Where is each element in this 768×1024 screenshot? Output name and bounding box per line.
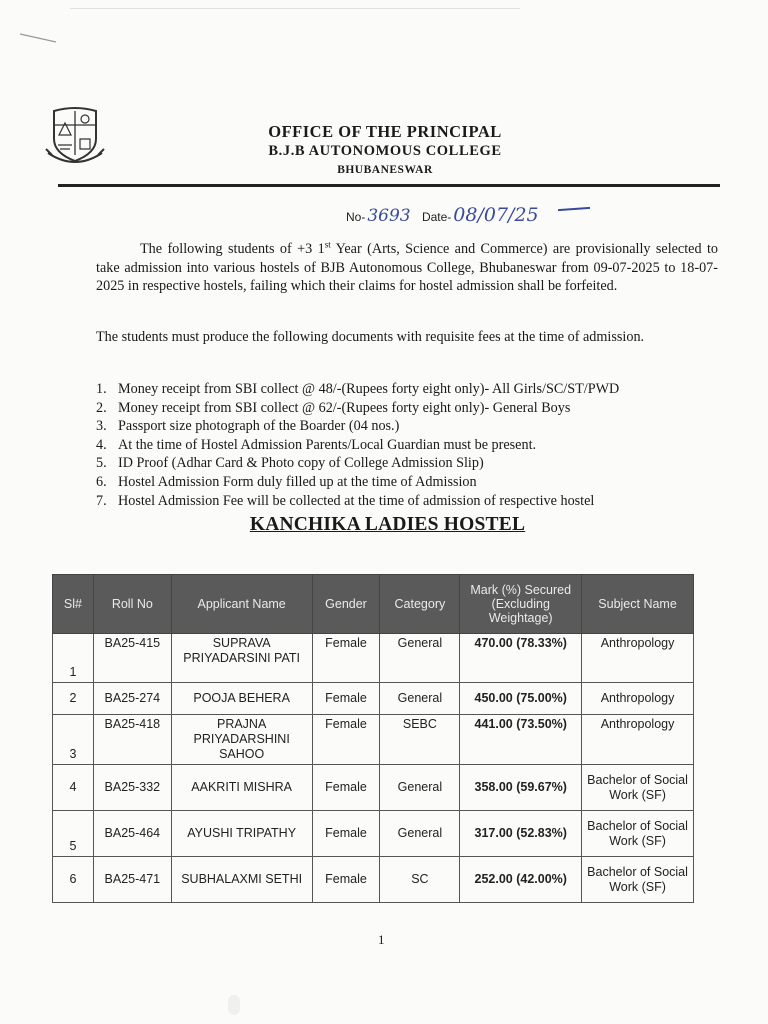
cell-sl: 2 xyxy=(53,683,94,715)
scan-mark xyxy=(18,30,58,44)
intro-superscript: st xyxy=(324,239,331,250)
reference-line xyxy=(346,204,539,226)
list-item-text: ID Proof (Adhar Card & Photo copy of College Admission Slip) xyxy=(118,455,484,472)
header-rule xyxy=(58,184,720,187)
office-title: OFFICE OF THE PRINCIPAL xyxy=(268,122,502,141)
college-name: B.J.B AUTONOMOUS COLLEGE xyxy=(268,143,502,159)
cell-gender: Female xyxy=(312,857,380,903)
cell-sl: 5 xyxy=(53,811,94,857)
list-item-text: Hostel Admission Fee will be collected at the time of admission of respective hostel xyxy=(118,492,595,509)
intro-text-b: Year (Arts, Science and Commerce) are provisionally selected to take admission into various hostels of BJB Autonomous College, Bhubaneswar from 09-07-2025 to 18-07-2025 in respective hostels, failing which their claims for hostel admission shall be forfeited. xyxy=(96,241,718,295)
reference-no-value: 3693 xyxy=(367,206,411,226)
list-item-number: 6. xyxy=(96,473,107,490)
cell-sl: 3 xyxy=(53,715,94,765)
list-item-number: 5. xyxy=(96,455,107,472)
hostel-title: KANCHIKA LADIES HOSTEL xyxy=(249,514,526,535)
cell-subject: Anthropology xyxy=(582,715,694,765)
table-row xyxy=(53,857,694,903)
list-item-text: Money receipt from SBI collect @ 62/-(Rupees forty eight only)- General Boys xyxy=(118,399,571,416)
cell-sl: 4 xyxy=(53,765,94,811)
cell-subject: Bachelor of Social Work (SF) xyxy=(582,765,694,811)
list-item xyxy=(96,454,736,473)
col-gender: Gender xyxy=(312,575,380,634)
col-subject: Subject Name xyxy=(582,575,694,634)
reference-date-value: 08/07/25 xyxy=(453,204,539,226)
cell-mark: 470.00 (78.33%) xyxy=(460,634,582,683)
cell-roll: BA25-471 xyxy=(93,857,171,903)
cell-roll: BA25-332 xyxy=(93,765,171,811)
list-item xyxy=(96,417,736,436)
cell-category: SEBC xyxy=(380,715,460,765)
cell-gender: Female xyxy=(312,715,380,765)
col-roll-no: Roll No xyxy=(93,575,171,634)
cell-mark: 441.00 (73.50%) xyxy=(460,715,582,765)
cell-name: AYUSHI TRIPATHY xyxy=(171,811,312,857)
cell-mark: 358.00 (59.67%) xyxy=(460,765,582,811)
documents-list xyxy=(96,380,736,510)
cell-mark: 317.00 (52.83%) xyxy=(460,811,582,857)
cell-gender: Female xyxy=(312,683,380,715)
cell-roll: BA25-274 xyxy=(93,683,171,715)
cell-roll: BA25-415 xyxy=(93,634,171,683)
reference-no-label: No- xyxy=(346,210,366,224)
cell-mark: 252.00 (42.00%) xyxy=(460,857,582,903)
documents-intro-paragraph: The students must produce the following documents with requisite fees at the time of admission. xyxy=(96,329,645,345)
cell-category: General xyxy=(380,683,460,715)
cell-name: POOJA BEHERA xyxy=(171,683,312,715)
cell-category: General xyxy=(380,811,460,857)
col-mark: Mark (%) Secured (Excluding Weightage) xyxy=(460,575,582,634)
list-item-text: Hostel Admission Form duly filled up at the time of Admission xyxy=(118,473,477,490)
list-item-text: Money receipt from SBI collect @ 48/-(Rupees forty eight only)- All Girls/SC/ST/PWD xyxy=(118,381,620,397)
list-item xyxy=(96,492,736,511)
cell-subject: Bachelor of Social Work (SF) xyxy=(582,811,694,857)
cell-gender: Female xyxy=(312,765,380,811)
cell-category: SC xyxy=(380,857,460,903)
cell-mark: 450.00 (75.00%) xyxy=(460,683,582,715)
reference-date-label: Date- xyxy=(421,210,452,224)
col-category: Category xyxy=(380,575,460,634)
table-row xyxy=(53,765,694,811)
college-emblem-icon xyxy=(42,103,108,169)
col-sl: Sl# xyxy=(53,575,94,634)
list-item xyxy=(96,380,736,399)
list-item xyxy=(96,436,736,455)
table-row xyxy=(53,634,694,683)
list-item-number: 4. xyxy=(96,436,107,453)
list-item-number: 2. xyxy=(96,399,107,416)
cell-category: General xyxy=(380,765,460,811)
college-city: BHUBANESWAR xyxy=(337,164,433,176)
cell-category: General xyxy=(380,634,460,683)
table-header-row xyxy=(53,575,694,634)
admission-table xyxy=(52,574,694,903)
page-number: 1 xyxy=(378,932,385,947)
intro-text-a: The following students of +3 1 xyxy=(140,241,325,257)
cell-roll: BA25-418 xyxy=(93,715,171,765)
handwritten-stroke xyxy=(558,207,590,211)
cell-gender: Female xyxy=(312,634,380,683)
cell-gender: Female xyxy=(312,811,380,857)
cell-sl: 6 xyxy=(53,857,94,903)
cell-subject: Anthropology xyxy=(582,634,694,683)
cell-roll: BA25-464 xyxy=(93,811,171,857)
scan-smudge xyxy=(228,995,240,1015)
list-item xyxy=(96,473,736,492)
cell-sl: 1 xyxy=(53,634,94,683)
cell-subject: Anthropology xyxy=(582,683,694,715)
table-row xyxy=(53,683,694,715)
cell-subject: Bachelor of Social Work (SF) xyxy=(582,857,694,903)
list-item-number: 1. xyxy=(96,381,107,397)
list-item-number: 7. xyxy=(96,492,107,509)
list-item-number: 3. xyxy=(96,418,107,435)
list-item-text: At the time of Hostel Admission Parents/Local Guardian must be present. xyxy=(118,436,537,453)
cell-name: SUBHALAXMI SETHI xyxy=(171,857,312,903)
cell-name: PRAJNA PRIYADARSHINI SAHOO xyxy=(171,715,312,765)
cell-name: SUPRAVA PRIYADARSINI PATI xyxy=(171,634,312,683)
list-item-text: Passport size photograph of the Boarder (04 nos.) xyxy=(118,418,400,435)
scan-edge-line xyxy=(70,8,520,9)
table-row xyxy=(53,811,694,857)
list-item xyxy=(96,399,736,418)
intro-paragraph xyxy=(96,240,718,296)
cell-name: AAKRITI MISHRA xyxy=(171,765,312,811)
table-row xyxy=(53,715,694,765)
col-applicant-name: Applicant Name xyxy=(171,575,312,634)
